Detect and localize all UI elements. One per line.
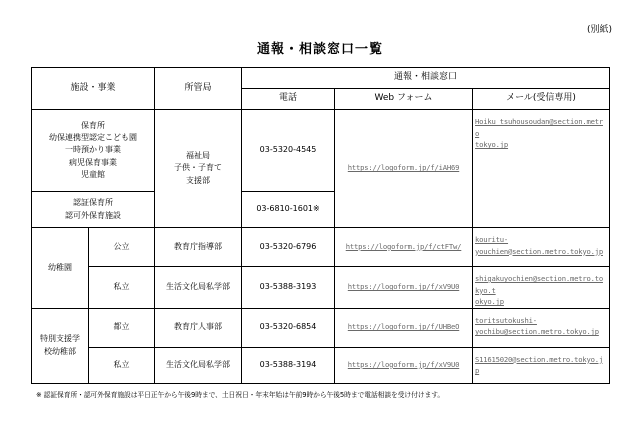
phone-number: 03-5320-4545 (242, 110, 335, 192)
facility-name: 幼保連携型認定こども園 (49, 132, 137, 142)
phone-number: 03-6810-1601※ (242, 192, 335, 228)
phone-number: 03-5320-6854 (242, 308, 335, 347)
special-school-label (32, 308, 89, 383)
mail-cell (473, 267, 610, 309)
special-school-label-line: 校幼稚部 (44, 346, 76, 356)
type-label: 都立 (89, 308, 155, 347)
mail-link[interactable]: kouritu- (475, 235, 509, 244)
facility-list-b (32, 192, 155, 228)
header-window: 通報・相談窓口 (242, 68, 610, 89)
jurisdiction-cell: 教育庁人事部 (155, 308, 242, 347)
web-form-cell (335, 110, 473, 228)
phone-number: 03-5388-3194 (242, 347, 335, 383)
facility-name: 一時預かり事業 (65, 145, 121, 155)
web-form-cell (335, 267, 473, 309)
table-row (32, 267, 610, 309)
web-form-cell (335, 308, 473, 347)
jurisdiction-cell: 生活文化局私学部 (155, 347, 242, 383)
header-facility: 施設・事業 (32, 68, 155, 110)
web-form-link[interactable]: https://logoform.jp/f/UHBeO (347, 322, 460, 332)
contact-table (31, 67, 610, 384)
jurisdiction-line: 福祉局 (186, 150, 211, 160)
web-form-cell (335, 347, 473, 383)
mail-cell (473, 308, 610, 347)
mail-link[interactable]: Hoiku_tsuhousoudan@section.metro (475, 117, 603, 138)
facility-list-a (32, 110, 155, 192)
header-web: Web フォーム (335, 89, 473, 110)
facility-name: 認可外保育施設 (65, 210, 121, 220)
mail-cell (473, 110, 610, 228)
jurisdiction-line: 支援部 (186, 175, 211, 185)
mail-link[interactable]: yochibu@section.metro.tokyo.jp (475, 327, 599, 337)
mail-link[interactable]: toritsutokushi- (475, 315, 537, 325)
mail-link[interactable]: okyo.jp (475, 297, 504, 307)
web-form-link[interactable]: https://logoform.jp/f/xV9U0 (347, 359, 460, 369)
jurisdiction-cell: 生活文化局私学部 (155, 267, 242, 309)
table-row (32, 110, 610, 192)
phone-number: 03-5388-3193 (242, 267, 335, 309)
footnote: ※ 認証保育所・認可外保育施設は平日正午から午後9時まで、土日祝日・年末年始は午前9時から午後5時まで電話相談を受け付けます。 (36, 391, 445, 399)
facility-name: 病児保育事業 (69, 157, 117, 167)
web-form-cell (335, 228, 473, 267)
facility-name: 保育所 (81, 120, 105, 130)
mail-cell (473, 228, 610, 267)
page-title: 通報・相談窓口一覧 (256, 42, 383, 57)
type-label: 私立 (89, 347, 155, 383)
type-label: 公立 (89, 228, 155, 267)
mail-link[interactable]: youchien@section.metro.tokyo.jp (475, 246, 603, 256)
header-mail: メール(受信専用) (473, 89, 610, 110)
web-form-link[interactable]: https://logoform.jp/f/iAH69 (347, 163, 460, 173)
facility-name: 認証保育所 (73, 198, 113, 208)
jurisdiction-cell: 教育庁指導部 (155, 228, 242, 267)
jurisdiction-line: 子供・子育て (174, 163, 223, 173)
mail-link[interactable]: S11615020@section.metro.tokyo.jp (475, 354, 603, 376)
mail-link[interactable]: shigakuyochien@section.metro.tokyo.t (475, 274, 603, 295)
phone-number: 03-5320-6796 (242, 228, 335, 267)
annex-label: (別紙) (586, 25, 612, 35)
header-row-1 (32, 68, 610, 89)
table-row (32, 228, 610, 267)
kindergarten-label: 幼稚園 (32, 228, 89, 309)
web-form-link[interactable]: https://logoform.jp/f/xV9U0 (347, 282, 460, 292)
table-row (32, 308, 610, 347)
mail-link[interactable]: tokyo.jp (475, 140, 509, 150)
header-phone: 電話 (242, 89, 335, 110)
web-form-link[interactable]: https://logoform.jp/f/ctFTw/ (345, 241, 462, 251)
type-label: 私立 (89, 267, 155, 309)
header-jurisdiction: 所管局 (155, 68, 242, 110)
mail-cell (473, 347, 610, 383)
facility-name: 児童館 (81, 170, 105, 180)
table-row (32, 347, 610, 383)
jurisdiction-cell (155, 110, 242, 228)
special-school-label-line: 特別支援学 (40, 334, 80, 344)
